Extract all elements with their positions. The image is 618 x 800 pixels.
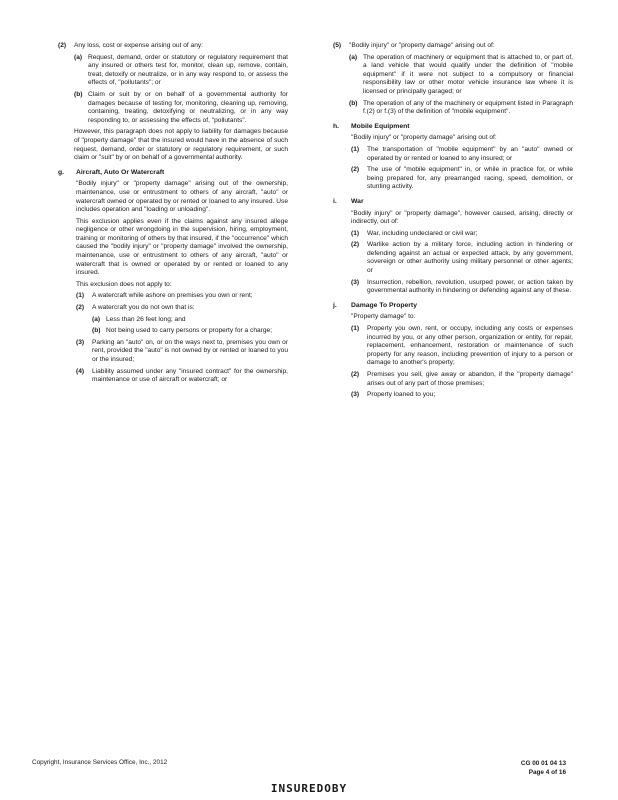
item-i3: [351, 279, 573, 296]
item-number: (b): [74, 90, 83, 98]
item-text: Insurrection, rebellion, revolution, usurped power, or action taken by governmental authority in hindering or defending against any of these.: [367, 278, 573, 295]
item-number: (b): [349, 99, 358, 107]
page-number: Page 4 of 16: [528, 769, 566, 776]
item-number: (3): [351, 391, 360, 399]
item-g3: [76, 339, 288, 365]
form-number: CG 00 01 04 13: [520, 760, 566, 767]
section-letter: i.: [333, 197, 337, 205]
form-page-info: [521, 759, 566, 777]
item-j3: [351, 391, 573, 400]
section-title: War: [351, 197, 364, 205]
item-number: (2): [351, 166, 360, 174]
item-g5b: [349, 100, 573, 117]
item-text: Any loss, cost or expense arising out of any:: [74, 42, 204, 49]
item-text: The use of "mobile equipment" in, or while in practice for, or while being prepared for, any prearranged racing, speed, demolition, or stunting activity.: [367, 166, 573, 191]
item-number: (2): [351, 371, 360, 378]
item-h2: [351, 166, 573, 192]
section-heading-g: [58, 169, 288, 178]
item-g2b: [92, 327, 288, 336]
paragraph: "Bodily injury" or "property damage" arising out of the ownership, maintenance, use or entrustment to others of any aircraft, "auto" or watercraft owned or operated by or rented or loaned to any insured. Use includes operation and "loading or unloading".: [76, 180, 288, 214]
item-text: A watercraft you do not own that is:: [92, 304, 195, 312]
item-text: Not being used to carry persons or property for a charge;: [106, 327, 273, 335]
item-text: War, including undeclared or civil war;: [367, 229, 478, 237]
paragraph: "Bodily injury" or "property damage" arising out of:: [351, 134, 497, 142]
item-g2: [76, 304, 288, 313]
item-number: (1): [351, 325, 360, 333]
brand-watermark: INSUREDOBY: [270, 782, 348, 795]
item-text: Property loaned to you;: [367, 391, 436, 399]
item-number: (a): [92, 315, 101, 323]
item-text: The operation of machinery or equipment that is attached to, or part of, a land vehicle that would qualify under the definition of "mobile equipment" if it were not subject to a compulsory or financial responsibility law or other motor vehicle insurance law where it is licensed or principally garaged; or: [363, 53, 573, 95]
item-f2: [58, 42, 288, 51]
item-text: Property you own, rent, or occupy, including any costs or expenses incurred by you, or any other person, organization or entity, for repair, replacement, enhancement, restoration or maintenance of such property for any reason, including prevention of injury to a person or damage to another's property;: [367, 325, 573, 367]
left-column: [58, 42, 288, 388]
section-heading-h: [333, 123, 573, 132]
item-g2a: [92, 316, 288, 325]
item-j1: [351, 325, 573, 368]
item-text: Premises you sell, give away or abandon, if the "property damage" arises out of any part of those premises;: [367, 371, 573, 387]
paragraph: This exclusion does not apply to:: [76, 280, 172, 288]
item-f2b: [74, 91, 288, 125]
copyright-notice: Copyright, Insurance Services Office, Inc., 2012: [32, 759, 168, 766]
item-number: (5): [333, 42, 342, 49]
item-g1: [76, 292, 288, 301]
item-number: (a): [74, 53, 83, 61]
section-letter: j.: [333, 301, 337, 309]
item-number: (1): [76, 292, 85, 300]
item-f2a: [74, 54, 288, 88]
item-text: Claim or suit by or on behalf of a governmental authority for damages because of testing for, monitoring, cleaning up, removing, containing, treating, detoxifying or neutralizing, or in any way responding to, or assessing the effects of, "pollutants".: [88, 90, 288, 124]
however-paragraph: However, this paragraph does not apply to liability for damages because of "property damage" that the insured would have in the absence of such request, demand, order or statutory or regulatory requirement, or such claim or "suit" by or on behalf of a governmental authority.: [74, 128, 288, 162]
item-number: (1): [351, 145, 360, 153]
section-heading-i: [333, 198, 573, 207]
item-text: The operation of any of the machinery or equipment listed in Paragraph f.(2) or f.(3) of the definition of "mobile equipment".: [363, 99, 573, 116]
item-number: (1): [351, 229, 360, 237]
section-letter: h.: [333, 122, 340, 130]
section-title: Aircraft, Auto Or Watercraft: [76, 168, 165, 176]
section-title: Mobile Equipment: [351, 122, 410, 130]
item-g5: [333, 42, 573, 51]
paragraph: "Property damage" to:: [351, 313, 416, 321]
item-g4: [76, 368, 288, 385]
item-h1: [351, 146, 573, 163]
item-number: (4): [76, 367, 85, 375]
item-text: Request, demand, order or statutory or regulatory requirement that any insured or others test for, monitor, clean up, remove, contain, treat, detoxify or neutralize, or in any way respond to, or assess the effects of, "pollutants"; or: [88, 53, 288, 87]
item-g5a: [349, 54, 573, 97]
paragraph: This exclusion applies even if the claims against any insured allege negligence or other wrongdoing in the supervision, hiring, employment, training or monitoring of others by that insured, if the "occurrence" which caused the "bodily injury" or "property damage" involved the ownership, maintenance, use or entrustment to others of any aircraft, "auto" or watercraft that is owned or operated by or rented or loaned to any insured.: [76, 217, 288, 277]
item-text: A watercraft while ashore on premises you own or rent;: [92, 292, 253, 300]
section-heading-j: [333, 302, 573, 311]
right-column: [333, 42, 573, 403]
section-title: Damage To Property: [351, 301, 417, 309]
item-number: (3): [351, 278, 360, 286]
item-number: (2): [58, 42, 67, 49]
section-letter: g.: [58, 168, 65, 176]
paragraph: "Bodily injury" or "property damage", however caused, arising, directly or indirectly, out of:: [351, 209, 573, 226]
item-i1: [351, 230, 573, 239]
item-number: (a): [349, 53, 358, 61]
item-text: "Bodily injury" or "property damage" arising out of:: [349, 42, 495, 49]
item-text: Warlike action by a military force, including action in hindering or defending against an actual or expected attack, by any government, sovereign or other authority using military personnel or other agents; or: [367, 241, 573, 275]
item-text: Liability assumed under any "insured contract" for the ownership, maintenance or use of aircraft or watercraft; or: [92, 367, 288, 384]
item-number: (3): [76, 338, 85, 346]
item-j2: [351, 371, 573, 388]
item-number: (b): [92, 327, 101, 335]
item-text: Less than 26 feet long; and: [106, 315, 186, 323]
item-i2: [351, 241, 573, 275]
item-number: (2): [76, 304, 85, 312]
item-number: (2): [351, 241, 360, 249]
item-text: The transportation of "mobile equipment" by an "auto" owned or operated by or rented or loaned to any insured; or: [367, 145, 573, 162]
item-text: Parking an "auto" on, or on the ways next to, premises you own or rent, provided the "auto" is not owned by or rented or loaned to you or the insured;: [92, 338, 288, 363]
